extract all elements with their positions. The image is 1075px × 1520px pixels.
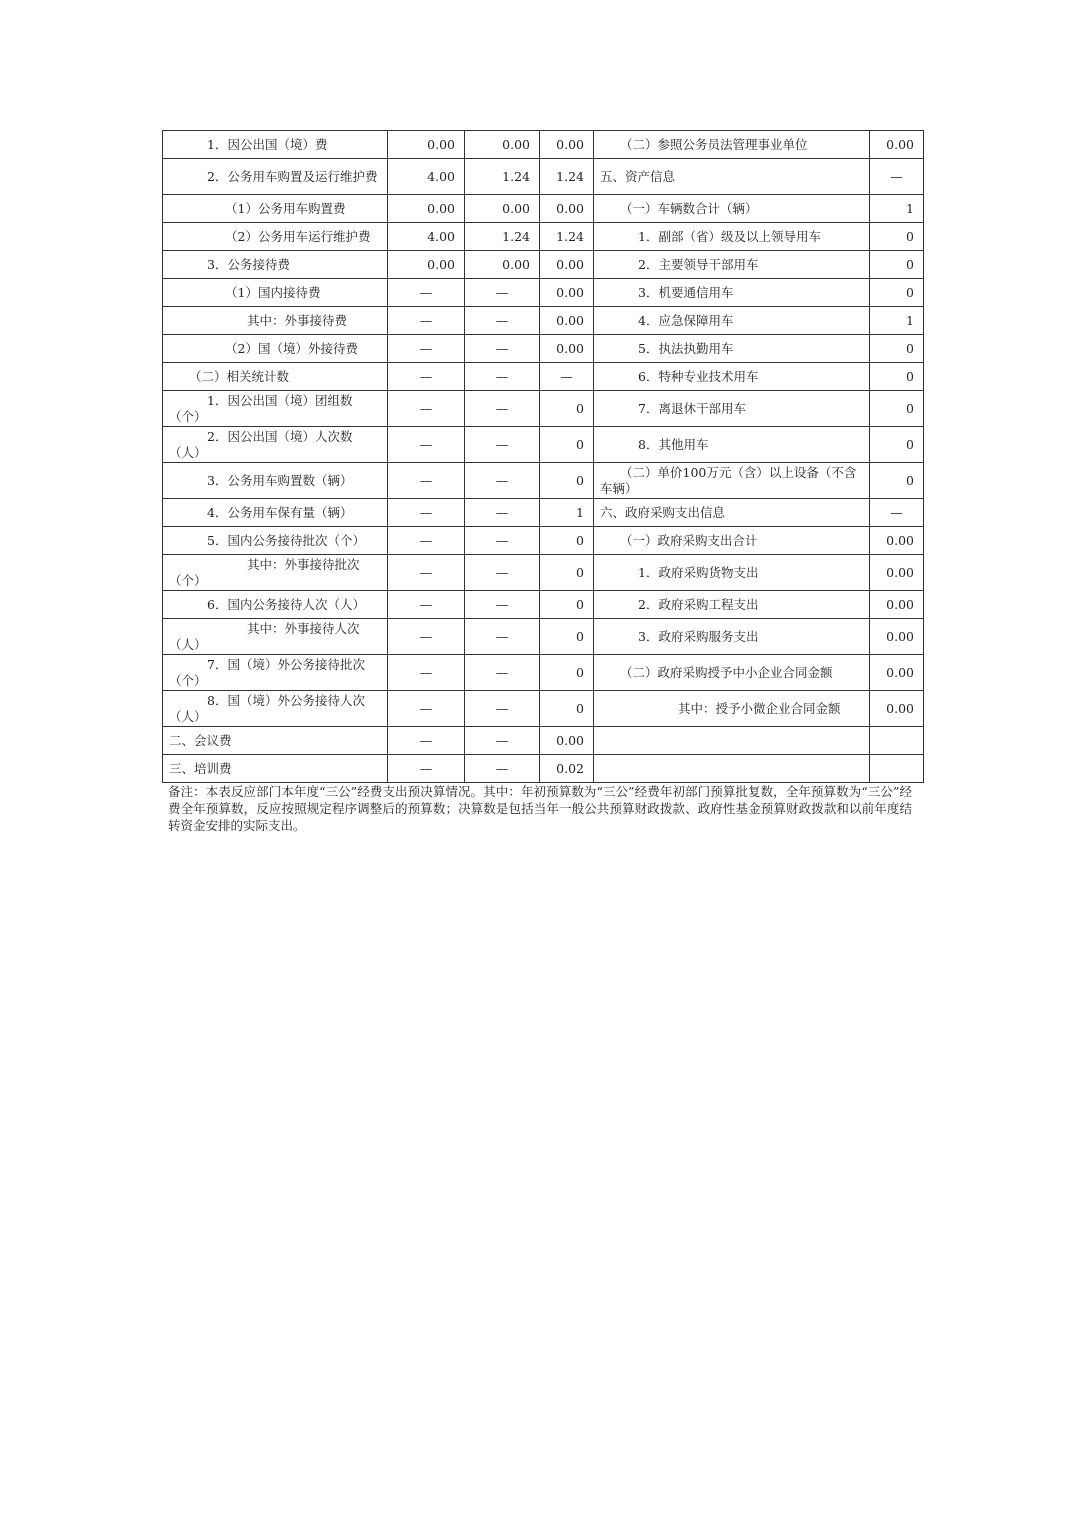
info-item-value: 0.00 xyxy=(870,691,924,727)
full-year-budget-value: — xyxy=(465,655,540,691)
info-item-value: 0 xyxy=(870,363,924,391)
final-account-value: 0.00 xyxy=(540,307,594,335)
info-item-label: 3．政府采购服务支出 xyxy=(594,619,870,655)
initial-budget-value: — xyxy=(388,691,465,727)
table-row xyxy=(163,463,924,499)
full-year-budget-value: — xyxy=(465,499,540,527)
full-year-budget-value: — xyxy=(465,363,540,391)
initial-budget-value: — xyxy=(388,363,465,391)
info-item-label: （二）政府采购授予中小企业合同金额 xyxy=(594,655,870,691)
info-item-label xyxy=(594,755,870,783)
final-account-value: — xyxy=(540,363,594,391)
full-year-budget-value: 1.24 xyxy=(465,223,540,251)
expense-item-label: 6．国内公务接待人次（人） xyxy=(163,591,388,619)
final-account-value: 0.00 xyxy=(540,727,594,755)
expense-item-label: 其中：外事接待批次（个） xyxy=(163,555,388,591)
final-account-value: 1.24 xyxy=(540,159,594,195)
initial-budget-value: 0.00 xyxy=(388,131,465,159)
full-year-budget-value: — xyxy=(465,555,540,591)
final-account-value: 0.00 xyxy=(540,335,594,363)
full-year-budget-value: — xyxy=(465,307,540,335)
info-item-label: 7．离退休干部用车 xyxy=(594,391,870,427)
info-item-label: 8．其他用车 xyxy=(594,427,870,463)
info-item-value: 0.00 xyxy=(870,527,924,555)
expense-item-label: 三、培训费 xyxy=(163,755,388,783)
table-row xyxy=(163,391,924,427)
initial-budget-value: — xyxy=(388,591,465,619)
info-item-value: 0.00 xyxy=(870,555,924,591)
final-account-value: 0.00 xyxy=(540,251,594,279)
full-year-budget-value: — xyxy=(465,755,540,783)
expense-item-label: （2）公务用车运行维护费 xyxy=(163,223,388,251)
info-item-value: 0 xyxy=(870,391,924,427)
table-footnote: 备注：本表反应部门本年度“三公”经费支出预决算情况。其中：年初预算数为“三公”经费年初部门预算批复数，全年预算数为“三公”经费全年预算数，反应按照规定程序调整后的预算数；决算数是包括当年一般公共预算财政拨款、政府性基金预算财政拨款和以前年度结转资金安排的实际支出。 xyxy=(168,784,912,833)
info-item-label xyxy=(594,727,870,755)
expense-item-label: 1．因公出国（境）费 xyxy=(163,131,388,159)
table-row xyxy=(163,427,924,463)
info-item-label: 其中：授予小微企业合同金额 xyxy=(594,691,870,727)
expense-item-label: 3．公务用车购置数（辆） xyxy=(163,463,388,499)
expense-item-label: 其中：外事接待人次（人） xyxy=(163,619,388,655)
final-account-value: 0 xyxy=(540,427,594,463)
initial-budget-value: 4.00 xyxy=(388,159,465,195)
initial-budget-value: — xyxy=(388,463,465,499)
info-item-value: 0 xyxy=(870,223,924,251)
table-row xyxy=(163,499,924,527)
expense-item-label: 3．公务接待费 xyxy=(163,251,388,279)
expense-item-label: 二、会议费 xyxy=(163,727,388,755)
expense-item-label: 4．公务用车保有量（辆） xyxy=(163,499,388,527)
initial-budget-value: — xyxy=(388,755,465,783)
final-account-value: 0.00 xyxy=(540,279,594,307)
final-account-value: 0 xyxy=(540,463,594,499)
final-account-value: 1.24 xyxy=(540,223,594,251)
info-item-label: （二）单价100万元（含）以上设备（不含车辆） xyxy=(594,463,870,499)
initial-budget-value: — xyxy=(388,427,465,463)
final-account-value: 0 xyxy=(540,691,594,727)
full-year-budget-value: — xyxy=(465,427,540,463)
info-item-value xyxy=(870,727,924,755)
info-item-label: 1．政府采购货物支出 xyxy=(594,555,870,591)
initial-budget-value: 0.00 xyxy=(388,251,465,279)
table-row xyxy=(163,159,924,195)
initial-budget-value: — xyxy=(388,655,465,691)
initial-budget-value: — xyxy=(388,527,465,555)
full-year-budget-value: 0.00 xyxy=(465,251,540,279)
full-year-budget-value: — xyxy=(465,391,540,427)
table-row xyxy=(163,195,924,223)
table-row xyxy=(163,555,924,591)
table-row xyxy=(163,619,924,655)
full-year-budget-value: — xyxy=(465,279,540,307)
final-account-value: 0.00 xyxy=(540,195,594,223)
info-item-value: — xyxy=(870,499,924,527)
expense-item-label: 1．因公出国（境）团组数（个） xyxy=(163,391,388,427)
initial-budget-value: — xyxy=(388,335,465,363)
table-row xyxy=(163,223,924,251)
table-row xyxy=(163,691,924,727)
full-year-budget-value: 1.24 xyxy=(465,159,540,195)
final-account-value: 0.02 xyxy=(540,755,594,783)
final-account-value: 0 xyxy=(540,527,594,555)
info-item-value: — xyxy=(870,159,924,195)
final-account-value: 0 xyxy=(540,391,594,427)
info-item-value: 0.00 xyxy=(870,619,924,655)
table-row xyxy=(163,655,924,691)
initial-budget-value: — xyxy=(388,307,465,335)
expense-item-label: （二）相关统计数 xyxy=(163,363,388,391)
table-row xyxy=(163,591,924,619)
final-account-value: 1 xyxy=(540,499,594,527)
expenditure-table xyxy=(162,130,924,783)
initial-budget-value: — xyxy=(388,727,465,755)
info-item-label: 6．特种专业技术用车 xyxy=(594,363,870,391)
final-account-value: 0 xyxy=(540,555,594,591)
full-year-budget-value: 0.00 xyxy=(465,131,540,159)
info-item-label: 1．副部（省）级及以上领导用车 xyxy=(594,223,870,251)
info-item-label: 4．应急保障用车 xyxy=(594,307,870,335)
initial-budget-value: 4.00 xyxy=(388,223,465,251)
info-item-value: 0 xyxy=(870,279,924,307)
info-item-label: 5．执法执勤用车 xyxy=(594,335,870,363)
final-account-value: 0 xyxy=(540,619,594,655)
initial-budget-value: — xyxy=(388,391,465,427)
info-item-value: 0.00 xyxy=(870,131,924,159)
info-item-label: （二）参照公务员法管理事业单位 xyxy=(594,131,870,159)
final-account-value: 0 xyxy=(540,655,594,691)
table-row xyxy=(163,279,924,307)
info-item-value: 1 xyxy=(870,307,924,335)
expense-item-label: （1）公务用车购置费 xyxy=(163,195,388,223)
expense-item-label: 7．国（境）外公务接待批次（个） xyxy=(163,655,388,691)
final-account-value: 0.00 xyxy=(540,131,594,159)
expense-item-label: （2）国（境）外接待费 xyxy=(163,335,388,363)
table-row xyxy=(163,307,924,335)
info-item-label: 五、资产信息 xyxy=(594,159,870,195)
table-row xyxy=(163,363,924,391)
info-item-value: 0 xyxy=(870,251,924,279)
table-row xyxy=(163,527,924,555)
info-item-label: （一）政府采购支出合计 xyxy=(594,527,870,555)
full-year-budget-value: — xyxy=(465,619,540,655)
expense-item-label: （1）国内接待费 xyxy=(163,279,388,307)
full-year-budget-value: — xyxy=(465,335,540,363)
info-item-value: 0 xyxy=(870,463,924,499)
initial-budget-value: — xyxy=(388,555,465,591)
expense-item-label: 5．国内公务接待批次（个） xyxy=(163,527,388,555)
initial-budget-value: — xyxy=(388,499,465,527)
info-item-value: 0 xyxy=(870,335,924,363)
info-item-label: 2．主要领导干部用车 xyxy=(594,251,870,279)
table-row xyxy=(163,131,924,159)
full-year-budget-value: 0.00 xyxy=(465,195,540,223)
info-item-value: 0.00 xyxy=(870,655,924,691)
initial-budget-value: — xyxy=(388,279,465,307)
table-row xyxy=(163,727,924,755)
table-row xyxy=(163,755,924,783)
expense-item-label: 2．公务用车购置及运行维护费 xyxy=(163,159,388,195)
full-year-budget-value: — xyxy=(465,463,540,499)
info-item-value: 1 xyxy=(870,195,924,223)
final-account-value: 0 xyxy=(540,591,594,619)
expense-item-label: 2．因公出国（境）人次数（人） xyxy=(163,427,388,463)
full-year-budget-value: — xyxy=(465,591,540,619)
initial-budget-value: 0.00 xyxy=(388,195,465,223)
full-year-budget-value: — xyxy=(465,527,540,555)
info-item-label: （一）车辆数合计（辆） xyxy=(594,195,870,223)
info-item-value: 0 xyxy=(870,427,924,463)
full-year-budget-value: — xyxy=(465,691,540,727)
info-item-value: 0.00 xyxy=(870,591,924,619)
info-item-label: 2．政府采购工程支出 xyxy=(594,591,870,619)
expense-item-label: 其中：外事接待费 xyxy=(163,307,388,335)
expense-item-label: 8．国（境）外公务接待人次（人） xyxy=(163,691,388,727)
info-item-label: 3．机要通信用车 xyxy=(594,279,870,307)
initial-budget-value: — xyxy=(388,619,465,655)
table-row xyxy=(163,251,924,279)
full-year-budget-value: — xyxy=(465,727,540,755)
info-item-value xyxy=(870,755,924,783)
table-row xyxy=(163,335,924,363)
info-item-label: 六、政府采购支出信息 xyxy=(594,499,870,527)
table-body xyxy=(163,131,924,783)
